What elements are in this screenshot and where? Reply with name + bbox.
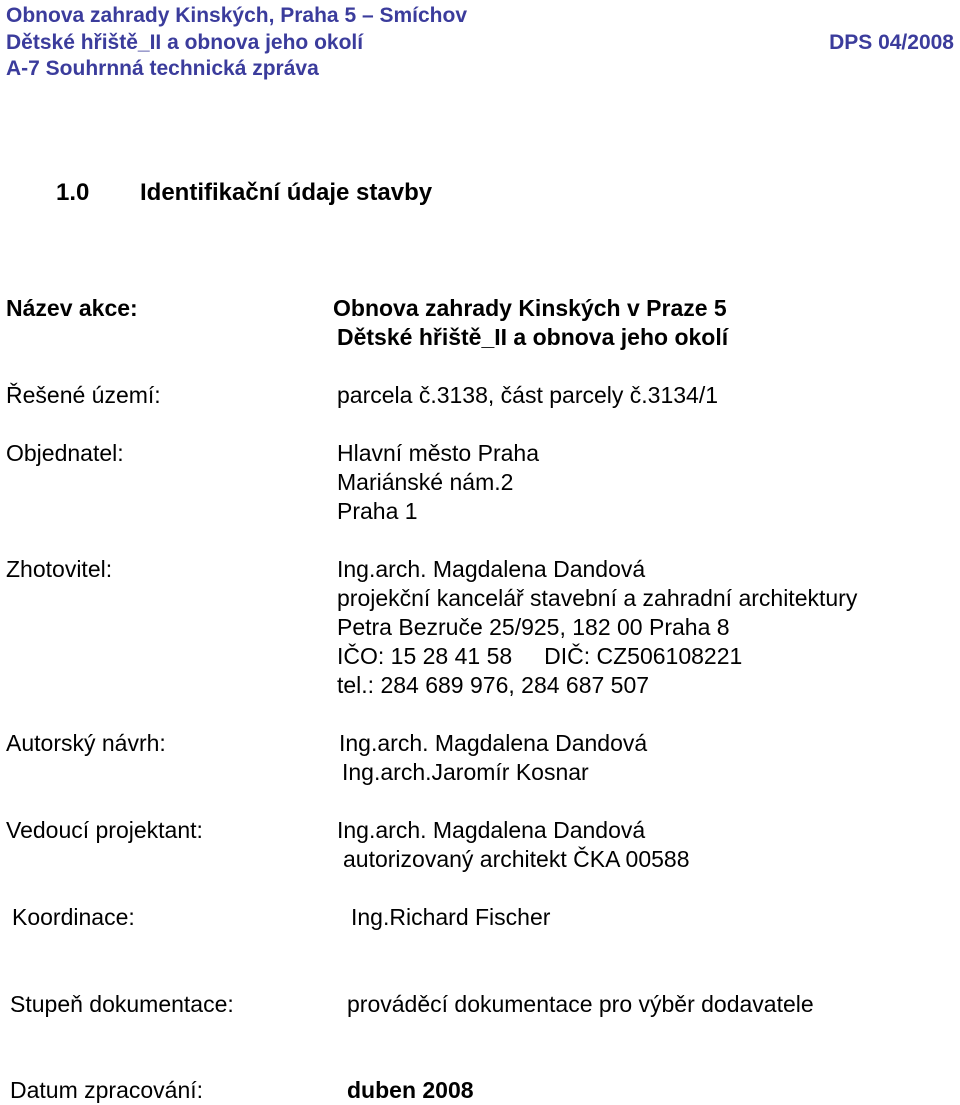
value-vedouci-projektant-2: autorizovaný architekt ČKA 00588 xyxy=(343,846,690,872)
section-number: 1.0 xyxy=(56,179,90,206)
value-autorsky-navrh-2: Ing.arch.Jaromír Kosnar xyxy=(342,759,589,785)
section-title: Identifikační údaje stavby xyxy=(140,179,433,206)
label-zhotovitel: Zhotovitel: xyxy=(6,556,113,582)
label-koordinace: Koordinace: xyxy=(12,904,135,930)
value-vedouci-projektant-1: Ing.arch. Magdalena Dandová xyxy=(337,817,646,843)
header-project-title: Obnova zahrady Kinských, Praha 5 – Smíchov xyxy=(6,4,468,27)
header-document-code: DPS 04/2008 xyxy=(829,31,954,54)
value-zhotovitel-2: projekční kancelář stavební a zahradní architektury xyxy=(337,585,858,611)
label-datum-zpracovani: Datum zpracování: xyxy=(10,1077,204,1103)
value-zhotovitel-5: tel.: 284 689 976, 284 687 507 xyxy=(337,672,650,698)
label-objednatel: Objednatel: xyxy=(6,440,124,466)
value-zhotovitel-3: Petra Bezruče 25/925, 182 00 Praha 8 xyxy=(337,614,730,640)
value-objednatel-1: Hlavní město Praha xyxy=(337,440,539,466)
value-zhotovitel-1: Ing.arch. Magdalena Dandová xyxy=(337,556,646,582)
value-objednatel-3: Praha 1 xyxy=(337,498,418,524)
value-objednatel-2: Mariánské nám.2 xyxy=(337,469,514,495)
value-nazev-akce-2: Dětské hřiště_II a obnova jeho okolí xyxy=(337,324,729,350)
label-resene-uzemi: Řešené území: xyxy=(6,382,161,408)
header-document-name: A-7 Souhrnná technická zpráva xyxy=(6,57,319,80)
header-subproject: Dětské hřiště_II a obnova jeho okolí xyxy=(6,31,364,54)
label-autorsky-navrh: Autorský návrh: xyxy=(6,730,166,756)
label-stupen-dokumentace: Stupeň dokumentace: xyxy=(10,991,234,1017)
label-nazev-akce: Název akce: xyxy=(6,295,138,321)
label-vedouci-projektant: Vedoucí projektant: xyxy=(6,817,203,843)
value-autorsky-navrh-1: Ing.arch. Magdalena Dandová xyxy=(339,730,648,756)
value-resene-uzemi: parcela č.3138, část parcely č.3134/1 xyxy=(337,382,719,408)
value-zhotovitel-4: IČO: 15 28 41 58 DIČ: CZ506108221 xyxy=(337,643,743,669)
value-stupen-dokumentace: prováděcí dokumentace pro výběr dodavatele xyxy=(347,991,814,1017)
value-datum-zpracovani: duben 2008 xyxy=(347,1077,474,1103)
value-koordinace: Ing.Richard Fischer xyxy=(351,904,551,930)
value-nazev-akce-1: Obnova zahrady Kinských v Praze 5 xyxy=(333,295,727,321)
